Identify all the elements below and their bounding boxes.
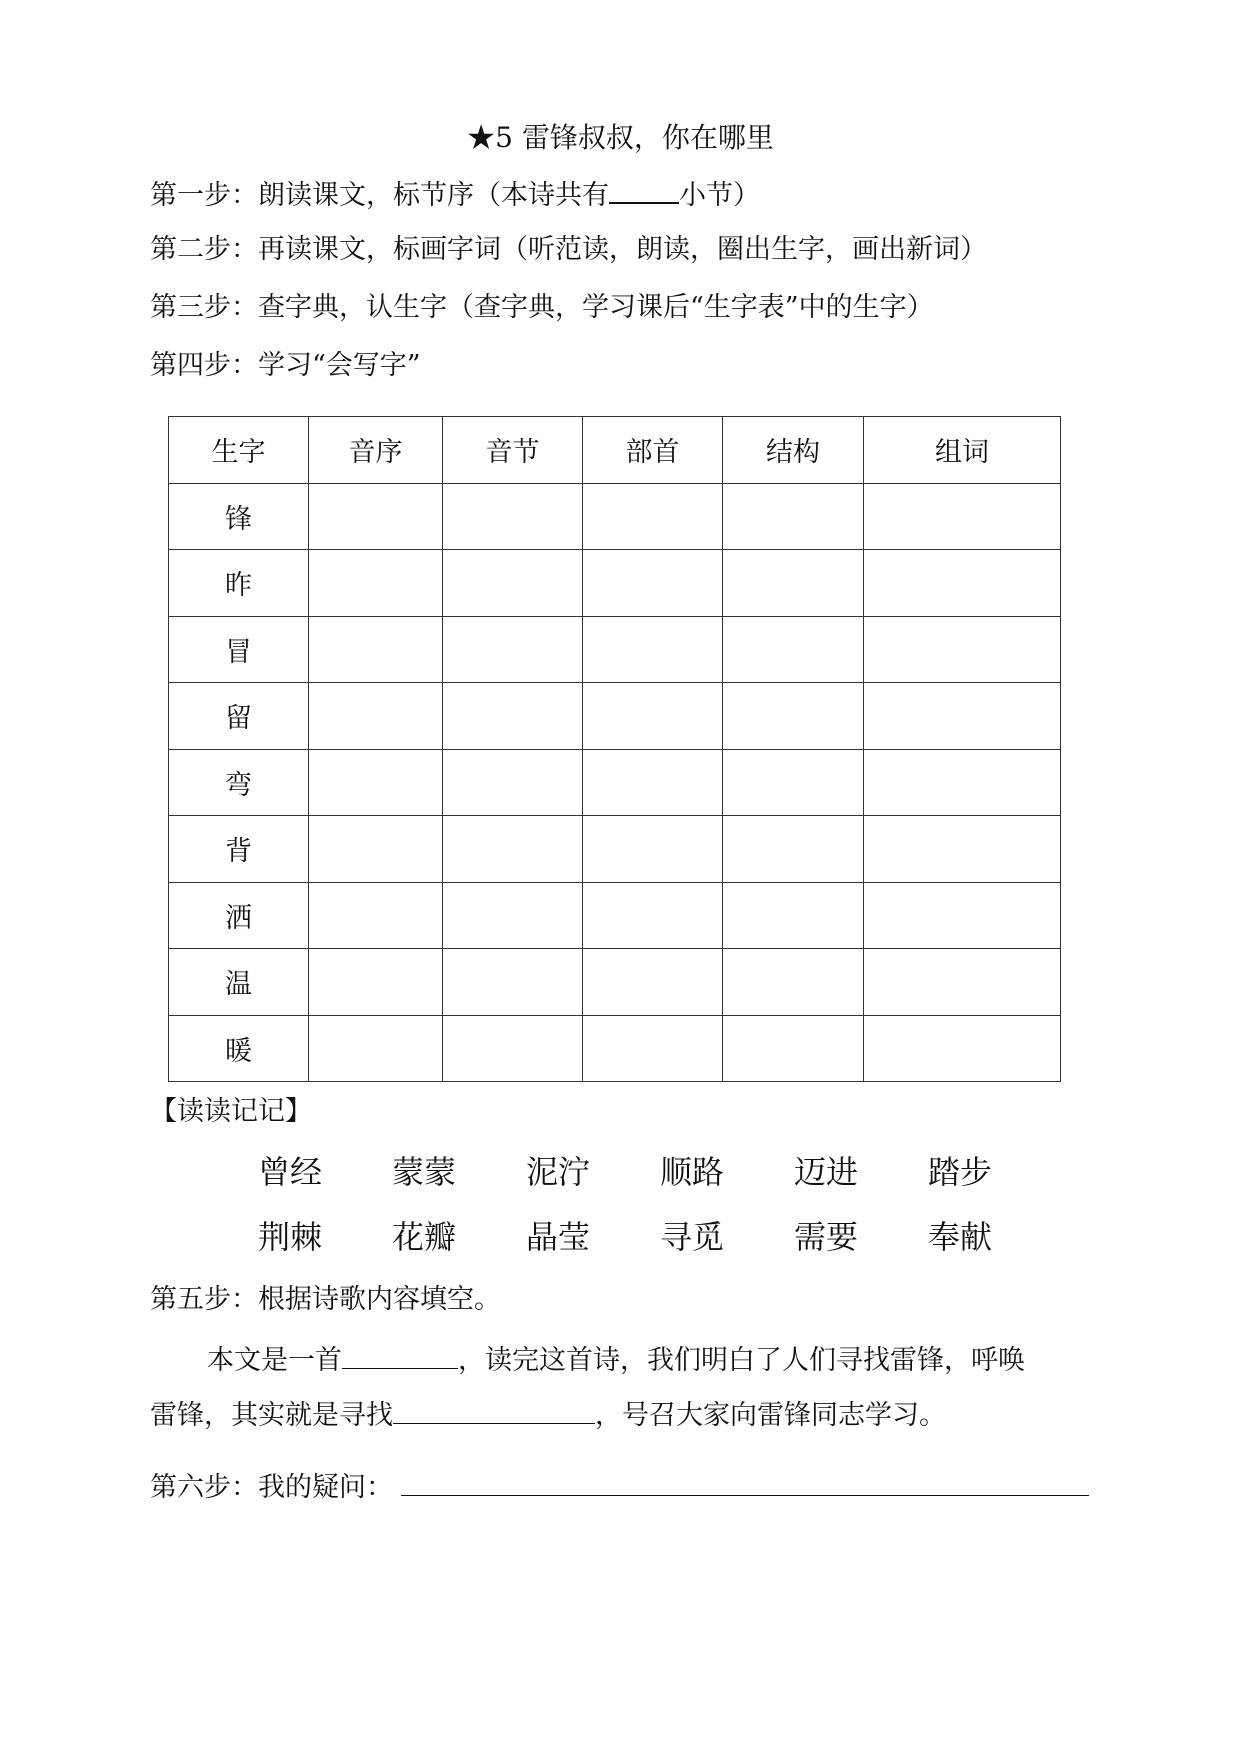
word-item: 需要 <box>794 1218 859 1256</box>
blank-cell[interactable] <box>443 749 583 816</box>
step-1-text: 第一步：朗读课文，标节序（本诗共有 <box>150 180 609 211</box>
poem-type-blank[interactable] <box>342 1338 458 1369</box>
character-cell: 锋 <box>169 483 309 550</box>
blank-cell[interactable] <box>723 882 864 949</box>
table-row <box>169 483 1061 550</box>
blank-cell[interactable] <box>723 949 864 1016</box>
blank-cell[interactable] <box>864 683 1061 750</box>
blank-cell[interactable] <box>443 616 583 683</box>
blank-cell[interactable] <box>583 483 723 550</box>
blank-cell[interactable] <box>309 949 443 1016</box>
blank-cell[interactable] <box>309 816 443 883</box>
header-structure: 结构 <box>723 417 864 484</box>
character-cell: 暖 <box>169 1015 309 1082</box>
blank-cell[interactable] <box>309 616 443 683</box>
word-row-1 <box>258 1150 1062 1194</box>
word-item: 迈进 <box>794 1153 859 1191</box>
step-2: 第二步：再读课文，标画字词（听范读，朗读，圈出生字，画出新词） <box>150 234 987 265</box>
section-count-blank[interactable] <box>609 172 679 204</box>
blank-cell[interactable] <box>723 616 864 683</box>
blank-cell[interactable] <box>723 1015 864 1082</box>
fill-line-2 <box>150 1393 946 1436</box>
table-row <box>169 616 1061 683</box>
word-item: 荆棘 <box>258 1218 323 1256</box>
word-item: 蒙蒙 <box>392 1153 457 1191</box>
step-6 <box>150 1465 1089 1508</box>
blank-cell[interactable] <box>309 683 443 750</box>
blank-cell[interactable] <box>583 949 723 1016</box>
blank-cell[interactable] <box>309 1015 443 1082</box>
header-words: 组词 <box>864 417 1061 484</box>
blank-cell[interactable] <box>583 683 723 750</box>
blank-cell[interactable] <box>864 949 1061 1016</box>
word-row-2 <box>258 1215 1062 1259</box>
character-cell: 温 <box>169 949 309 1016</box>
blank-cell[interactable] <box>309 749 443 816</box>
blank-cell[interactable] <box>443 816 583 883</box>
step-6-text: 第六步：我的疑问： <box>150 1472 393 1503</box>
table-row <box>169 816 1061 883</box>
blank-cell[interactable] <box>864 882 1061 949</box>
fill-line-1-start: 本文是一首 <box>207 1345 342 1376</box>
blank-cell[interactable] <box>583 816 723 883</box>
header-syllable: 音节 <box>443 417 583 484</box>
blank-cell[interactable] <box>309 483 443 550</box>
table-row <box>169 882 1061 949</box>
blank-cell[interactable] <box>583 749 723 816</box>
character-cell: 洒 <box>169 882 309 949</box>
word-item: 花瓣 <box>392 1218 457 1256</box>
word-item: 寻觅 <box>660 1218 725 1256</box>
seek-meaning-blank[interactable] <box>393 1393 595 1424</box>
blank-cell[interactable] <box>583 616 723 683</box>
character-cell: 冒 <box>169 616 309 683</box>
blank-cell[interactable] <box>864 483 1061 550</box>
blank-cell[interactable] <box>723 483 864 550</box>
question-blank[interactable] <box>401 1465 1089 1496</box>
blank-cell[interactable] <box>583 1015 723 1082</box>
blank-cell[interactable] <box>443 882 583 949</box>
blank-cell[interactable] <box>723 550 864 617</box>
fill-line-1-end: ，读完这首诗，我们明白了人们寻找雷锋，呼唤 <box>458 1345 1025 1376</box>
blank-cell[interactable] <box>864 1015 1061 1082</box>
table-row <box>169 749 1061 816</box>
word-item: 踏步 <box>928 1153 993 1191</box>
blank-cell[interactable] <box>723 683 864 750</box>
blank-cell[interactable] <box>443 1015 583 1082</box>
step-4: 第四步：学习“会写字” <box>150 350 421 381</box>
table-row <box>169 683 1061 750</box>
blank-cell[interactable] <box>443 683 583 750</box>
table-header-row <box>169 417 1061 484</box>
character-cell: 背 <box>169 816 309 883</box>
step-5: 第五步：根据诗歌内容填空。 <box>150 1284 501 1315</box>
blank-cell[interactable] <box>723 749 864 816</box>
step-1 <box>150 172 760 216</box>
blank-cell[interactable] <box>723 816 864 883</box>
word-item: 曾经 <box>258 1153 323 1191</box>
character-cell: 弯 <box>169 749 309 816</box>
header-radical: 部首 <box>583 417 723 484</box>
header-character: 生字 <box>169 417 309 484</box>
fill-line-2-start: 雷锋，其实就是寻找 <box>150 1400 393 1431</box>
blank-cell[interactable] <box>309 882 443 949</box>
blank-cell[interactable] <box>583 550 723 617</box>
character-cell: 留 <box>169 683 309 750</box>
fill-line-1 <box>207 1338 1025 1381</box>
character-table <box>168 416 1061 1082</box>
step-3: 第三步：查字典，认生字（查字典，学习课后“生字表”中的生字） <box>150 292 934 323</box>
word-item: 泥泞 <box>526 1153 591 1191</box>
character-cell: 昨 <box>169 550 309 617</box>
page-title: ★5 雷锋叔叔，你在哪里 <box>467 121 774 154</box>
words-heading: 【读读记记】 <box>150 1096 312 1127</box>
table-row <box>169 550 1061 617</box>
word-item: 晶莹 <box>526 1218 591 1256</box>
table-row <box>169 949 1061 1016</box>
blank-cell[interactable] <box>443 483 583 550</box>
blank-cell[interactable] <box>309 550 443 617</box>
blank-cell[interactable] <box>864 816 1061 883</box>
blank-cell[interactable] <box>443 949 583 1016</box>
fill-line-2-end: ，号召大家向雷锋同志学习。 <box>595 1400 946 1431</box>
table-row <box>169 1015 1061 1082</box>
step-1-suffix: 小节） <box>679 180 760 211</box>
blank-cell[interactable] <box>864 749 1061 816</box>
header-initial: 音序 <box>309 417 443 484</box>
blank-cell[interactable] <box>583 882 723 949</box>
blank-cell[interactable] <box>864 550 1061 617</box>
word-item: 顺路 <box>660 1153 725 1191</box>
word-item: 奉献 <box>928 1218 993 1256</box>
blank-cell[interactable] <box>443 550 583 617</box>
blank-cell[interactable] <box>864 616 1061 683</box>
